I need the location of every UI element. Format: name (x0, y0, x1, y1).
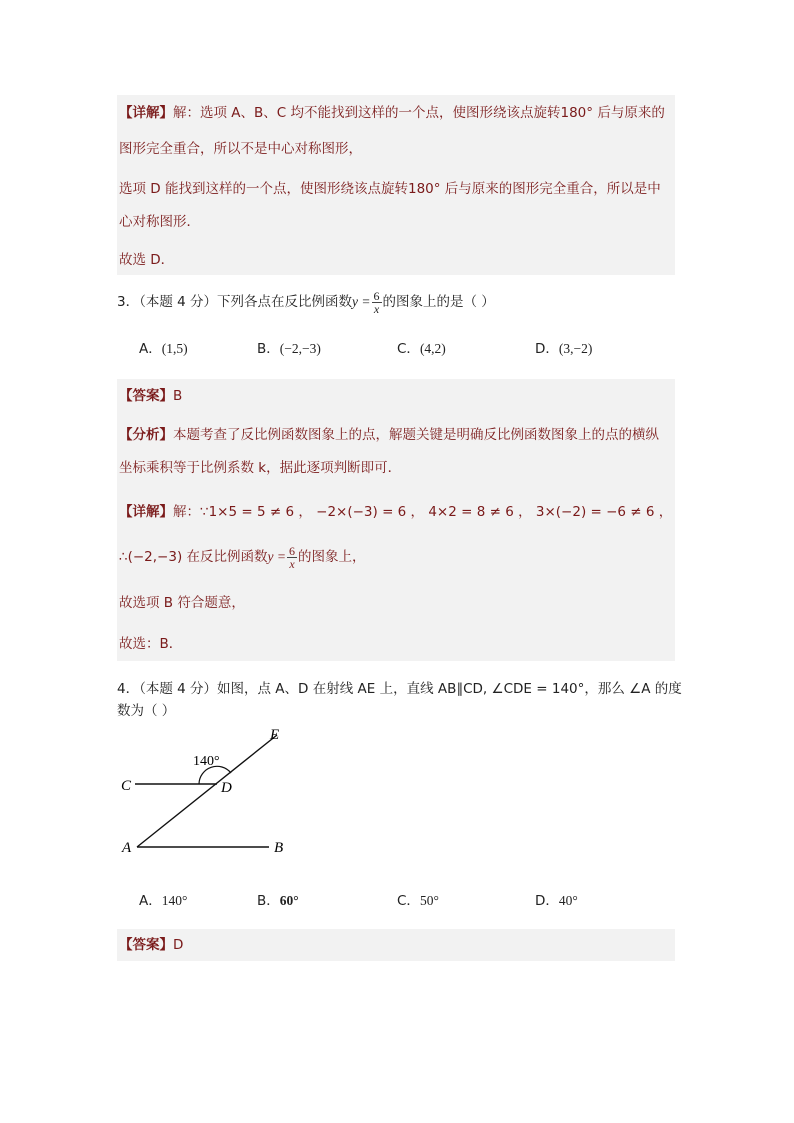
q2-detail-block (117, 95, 675, 275)
q3-option-a: A．(1,5) (139, 341, 188, 357)
q2-detail-line-2: 图形完全重合，所以不是中心对称图形， (119, 141, 362, 157)
q3-detail-line-2: ∴(−2,−3) 在反比例函数y = $\frac{6}{x}$ 的图象上， (119, 543, 366, 571)
q3-answer: 【答案】B (119, 388, 183, 404)
q3-detail-line-3: 故选项 B 符合题意， (119, 595, 245, 611)
point-b: B (274, 840, 284, 856)
point-c: C (121, 778, 132, 794)
q2-detail-line-4: 心对称图形． (119, 214, 200, 230)
q3-options (117, 335, 675, 373)
q3-option-c: C．(4,2) (397, 341, 446, 357)
q3-detail-line-4: 故选：B． (119, 636, 183, 652)
q4-option-c: C．50° (397, 893, 439, 909)
fraction: $\frac{6}{x}$ (289, 543, 295, 571)
q4-option-a: A．140° (139, 893, 188, 909)
q4-option-d: D．40° (535, 893, 578, 909)
q3-analysis-line-1: 【分析】本题考查了反比例函数图象上的点，解题关键是明确反比例函数图象上的点的横纵 (119, 427, 659, 443)
point-a: A (122, 840, 132, 856)
q4-options (117, 881, 675, 921)
q3-option-b: B．(−2,−3) (257, 341, 321, 357)
point-d: D (221, 780, 232, 796)
q2-detail-line-3: 选项 D 能找到这样的一个点，使图形绕该点旋转180° 后与原来的图形完全重合，所以是中 (119, 181, 661, 197)
angle-label: 140° (193, 754, 220, 769)
geometry-figure (117, 727, 317, 877)
q3-stem: 3．（本题 4 分）下列各点在反比例函数y = $\frac{6}{x}$ 的图象上的是（ ） (117, 288, 495, 316)
q3-detail-line-1: 【详解】解：∵1×5 = 5 ≠ 6 ， −2×(−3) = 6 ， 4×2 = 8 ≠ 6 ， 3×(−2) = −6 ≠ 6 ， (119, 504, 673, 520)
q4-option-b: B．60° (257, 893, 299, 909)
q3-option-d: D．(3,−2) (535, 341, 593, 357)
q2-detail-line-1: 【详解】解：选项 A、B、C 均不能找到这样的一个点，使图形绕该点旋转180° 后与原来的 (119, 105, 665, 121)
q3-analysis-line-2: 坐标乘积等于比例系数 k，据此逐项判断即可． (119, 460, 402, 476)
document-page (117, 95, 682, 961)
q3-solution-block (117, 379, 675, 661)
q4-answer: 【答案】D (119, 937, 184, 953)
q4-stem-line-1: 4．（本题 4 分）如图，点 A、D 在射线 AE 上，直线 AB∥CD, ∠CDE = 140°，那么 ∠A 的度 (117, 681, 682, 697)
q4-figure (117, 727, 675, 877)
point-e: E (270, 727, 280, 743)
fraction: $\frac{6}{x}$ (373, 288, 380, 316)
q4-answer-block (117, 929, 675, 961)
ray-ae (137, 735, 277, 847)
detail-tag: 【详解】 (119, 105, 173, 121)
q2-detail-line-5: 故选 D． (119, 252, 175, 268)
q4-stem-line-2: 数为（ ） (117, 703, 176, 719)
